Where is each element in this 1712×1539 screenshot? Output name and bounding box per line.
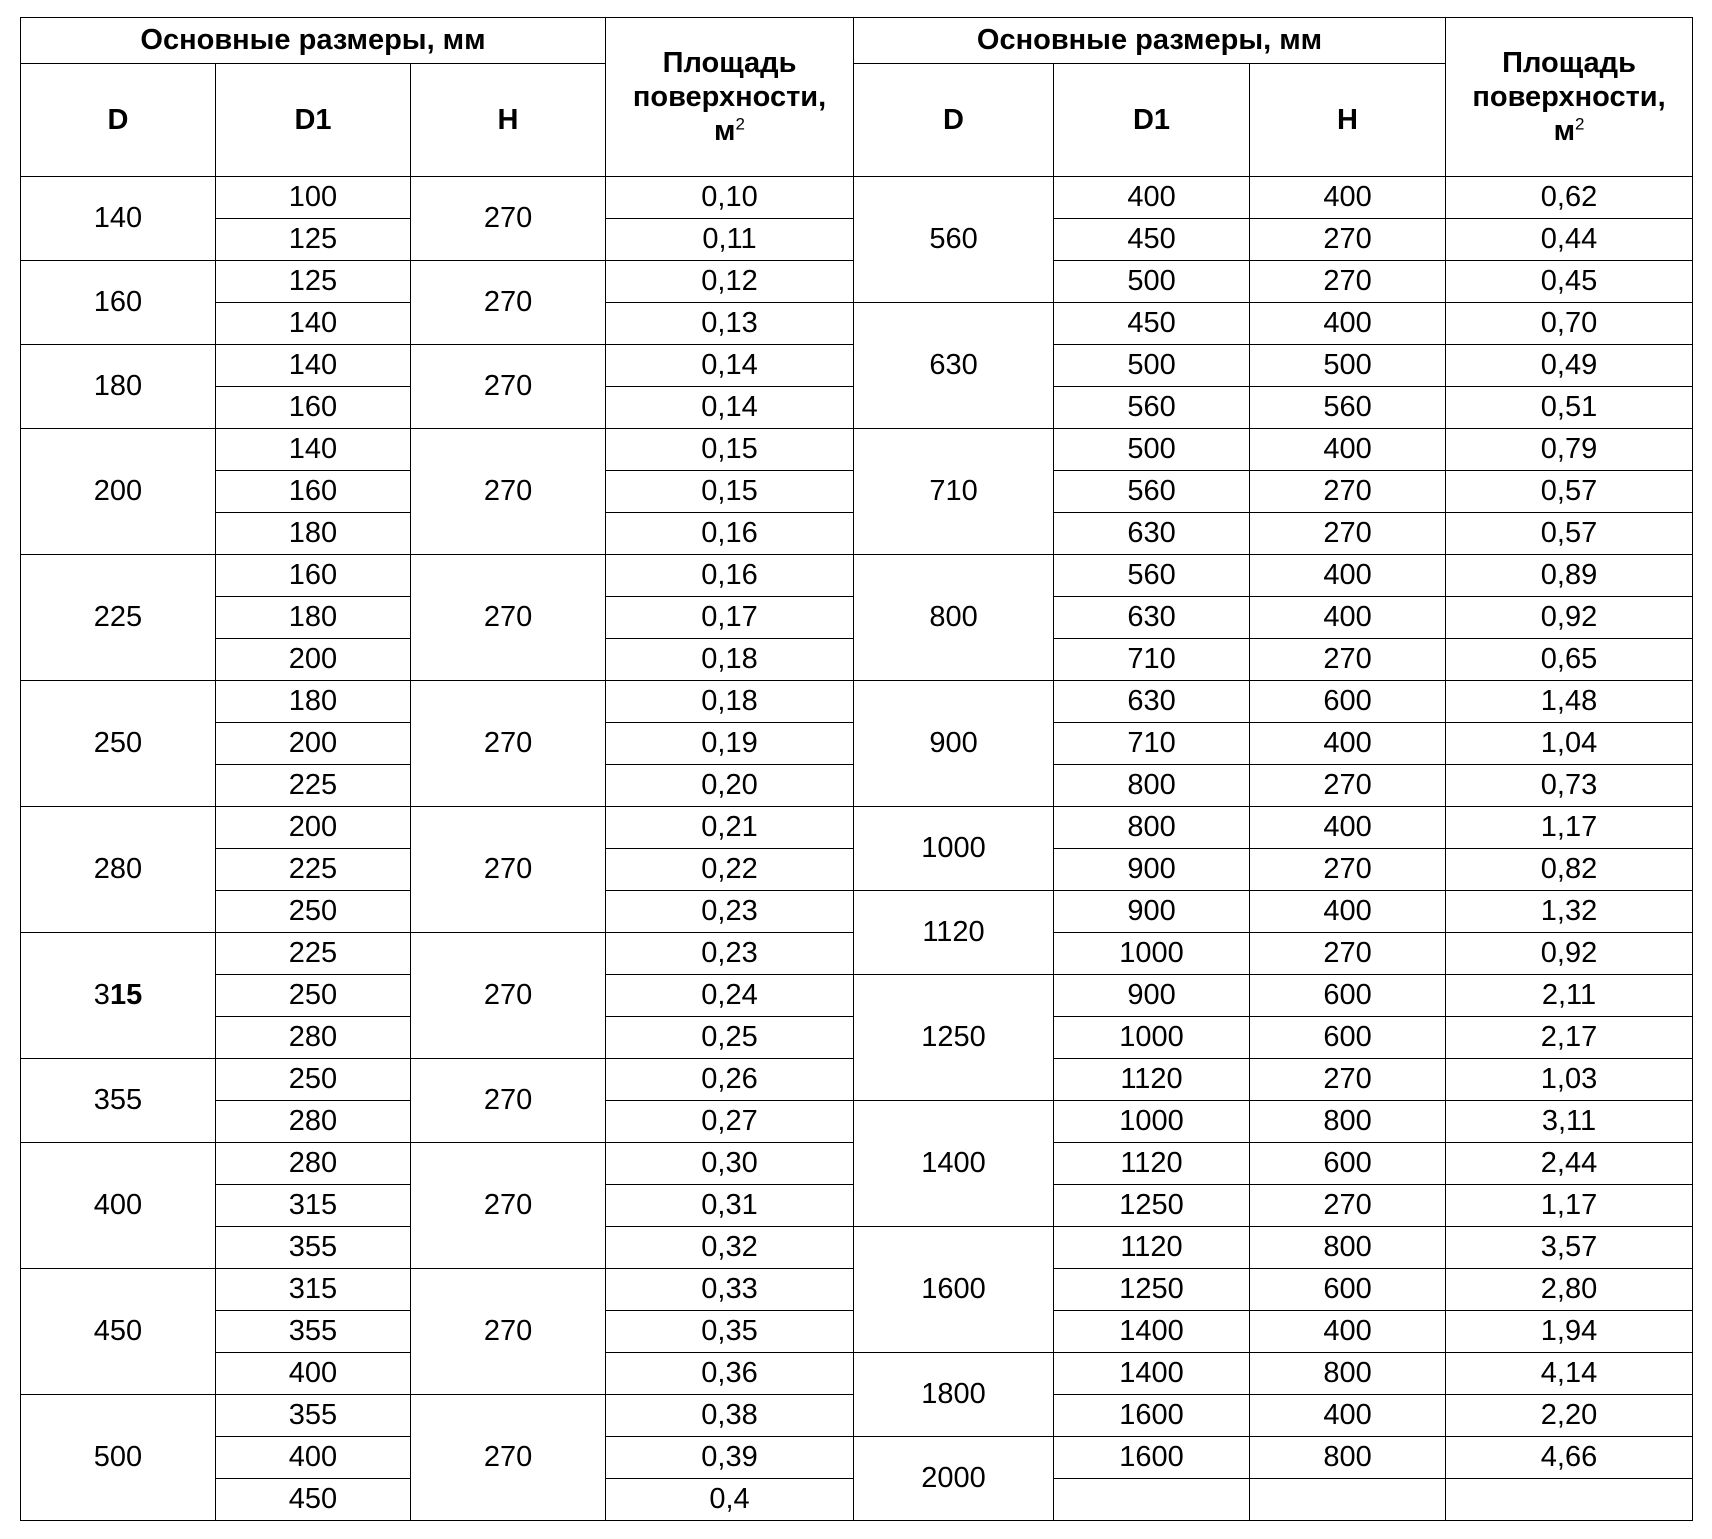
- left-d1-cell: 250: [216, 891, 411, 933]
- area-header-unit-sup: 2: [1575, 114, 1585, 134]
- right-d-cell: 2000: [854, 1437, 1054, 1521]
- right-d1-cell: 500: [1054, 345, 1250, 387]
- area-header-unit: м: [714, 115, 736, 148]
- right-d-cell: 1120: [854, 891, 1054, 975]
- left-area-cell: 0,36: [606, 1353, 854, 1395]
- left-d1-cell: 450: [216, 1479, 411, 1521]
- left-d1-cell: 400: [216, 1353, 411, 1395]
- left-d1-cell: 250: [216, 1059, 411, 1101]
- right-h-cell: 400: [1250, 891, 1446, 933]
- right-h-cell: 400: [1250, 177, 1446, 219]
- right-h-cell: 400: [1250, 303, 1446, 345]
- right-area-cell: 2,17: [1446, 1017, 1693, 1059]
- right-h-cell: 400: [1250, 723, 1446, 765]
- left-area-cell: 0,15: [606, 429, 854, 471]
- right-d1-cell: 630: [1054, 597, 1250, 639]
- left-area-cell: 0,21: [606, 807, 854, 849]
- right-col-h-header: H: [1250, 64, 1446, 177]
- left-d1-cell: 355: [216, 1227, 411, 1269]
- right-h-cell: 270: [1250, 849, 1446, 891]
- left-h-cell: 270: [411, 933, 606, 1059]
- right-d1-cell: 1120: [1054, 1227, 1250, 1269]
- right-area-cell: 4,14: [1446, 1353, 1693, 1395]
- left-area-cell: 0,22: [606, 849, 854, 891]
- left-h-cell: 270: [411, 1059, 606, 1143]
- right-h-cell: 600: [1250, 1017, 1446, 1059]
- right-d1-cell: 630: [1054, 513, 1250, 555]
- left-d-cell: 250: [21, 681, 216, 807]
- left-d-cell: 225: [21, 555, 216, 681]
- right-d-cell: 800: [854, 555, 1054, 681]
- left-d1-cell: 160: [216, 555, 411, 597]
- right-area-cell: 0,70: [1446, 303, 1693, 345]
- left-d1-cell: 140: [216, 429, 411, 471]
- left-d1-cell: 180: [216, 681, 411, 723]
- left-area-cell: 0,18: [606, 639, 854, 681]
- right-area-cell: 0,92: [1446, 597, 1693, 639]
- left-d1-cell: 225: [216, 765, 411, 807]
- right-area-cell: 0,62: [1446, 177, 1693, 219]
- left-d1-cell: 140: [216, 345, 411, 387]
- left-h-cell: 270: [411, 681, 606, 807]
- area-header-line1: Площадь: [1502, 46, 1636, 79]
- left-area-cell: 0,17: [606, 597, 854, 639]
- left-h-cell: 270: [411, 1143, 606, 1269]
- left-h-cell: 270: [411, 177, 606, 261]
- left-d1-cell: 180: [216, 597, 411, 639]
- left-d1-cell: 180: [216, 513, 411, 555]
- right-h-cell: 600: [1250, 1269, 1446, 1311]
- right-d1-cell: 1600: [1054, 1437, 1250, 1479]
- right-d1-cell: 1600: [1054, 1395, 1250, 1437]
- left-area-cell: 0,38: [606, 1395, 854, 1437]
- right-d1-cell: 500: [1054, 429, 1250, 471]
- right-d-cell: 710: [854, 429, 1054, 555]
- right-d1-cell: 900: [1054, 975, 1250, 1017]
- left-h-cell: 270: [411, 555, 606, 681]
- right-h-cell: 270: [1250, 639, 1446, 681]
- left-h-cell: 270: [411, 807, 606, 933]
- left-d-bold: 15: [109, 979, 143, 1011]
- left-area-cell: 0,39: [606, 1437, 854, 1479]
- right-h-cell: 400: [1250, 807, 1446, 849]
- right-d1-cell: [1054, 1479, 1250, 1521]
- area-header-unit-sup: 2: [735, 114, 745, 134]
- left-area-cell: 0,20: [606, 765, 854, 807]
- right-area-cell: 1,48: [1446, 681, 1693, 723]
- right-col-d-header: D: [854, 64, 1054, 177]
- right-h-cell: 500: [1250, 345, 1446, 387]
- right-d1-cell: 450: [1054, 303, 1250, 345]
- right-h-cell: 270: [1250, 1059, 1446, 1101]
- right-h-cell: 800: [1250, 1101, 1446, 1143]
- right-area-cell: 0,57: [1446, 513, 1693, 555]
- right-d-cell: 630: [854, 303, 1054, 429]
- left-d1-cell: 355: [216, 1395, 411, 1437]
- right-area-cell: 2,80: [1446, 1269, 1693, 1311]
- right-d-cell: 1250: [854, 975, 1054, 1101]
- right-area-cell: 1,17: [1446, 1185, 1693, 1227]
- left-area-cell: 0,14: [606, 345, 854, 387]
- left-area-cell: 0,27: [606, 1101, 854, 1143]
- right-d1-cell: 900: [1054, 891, 1250, 933]
- left-d1-cell: 250: [216, 975, 411, 1017]
- left-area-cell: 0,4: [606, 1479, 854, 1521]
- left-h-cell: 270: [411, 429, 606, 555]
- left-d1-cell: 225: [216, 933, 411, 975]
- table-row: [21, 429, 1693, 471]
- left-h-cell: 270: [411, 261, 606, 345]
- left-d1-cell: 280: [216, 1017, 411, 1059]
- left-area-cell: 0,32: [606, 1227, 854, 1269]
- area-header-unit: м: [1553, 115, 1576, 148]
- right-d1-cell: 560: [1054, 555, 1250, 597]
- right-d1-cell: 710: [1054, 723, 1250, 765]
- left-d-cell: 160: [21, 261, 216, 345]
- right-d1-cell: 1400: [1054, 1311, 1250, 1353]
- left-area-cell: 0,30: [606, 1143, 854, 1185]
- left-d-cell: 450: [21, 1269, 216, 1395]
- left-d-prefix: 3: [93, 979, 110, 1011]
- table-row: [21, 1227, 1693, 1269]
- left-d1-cell: 200: [216, 723, 411, 765]
- left-d1-cell: 200: [216, 639, 411, 681]
- left-area-cell: 0,33: [606, 1269, 854, 1311]
- right-h-cell: 270: [1250, 1185, 1446, 1227]
- right-d1-cell: 1250: [1054, 1269, 1250, 1311]
- left-d1-cell: 315: [216, 1185, 411, 1227]
- left-area-cell: 0,14: [606, 387, 854, 429]
- right-h-cell: [1250, 1479, 1446, 1521]
- left-area-cell: 0,16: [606, 555, 854, 597]
- right-h-cell: 600: [1250, 975, 1446, 1017]
- right-h-cell: 560: [1250, 387, 1446, 429]
- right-d1-cell: 1000: [1054, 933, 1250, 975]
- left-h-cell: 270: [411, 345, 606, 429]
- right-h-cell: 270: [1250, 471, 1446, 513]
- left-area-cell: 0,15: [606, 471, 854, 513]
- right-group-header: Основные размеры, мм: [854, 18, 1446, 64]
- right-area-cell: 3,11: [1446, 1101, 1693, 1143]
- left-col-d-header: D: [21, 64, 216, 177]
- left-d1-cell: 225: [216, 849, 411, 891]
- specification-sheet: [20, 17, 1692, 1520]
- right-h-cell: 400: [1250, 1311, 1446, 1353]
- table-body: [21, 177, 1693, 1521]
- right-h-cell: 270: [1250, 765, 1446, 807]
- right-area-cell: 1,03: [1446, 1059, 1693, 1101]
- left-area-cell: 0,24: [606, 975, 854, 1017]
- left-d-cell: 200: [21, 429, 216, 555]
- left-col-h-header: H: [411, 64, 606, 177]
- left-area-cell: 0,23: [606, 891, 854, 933]
- right-area-cell: 1,32: [1446, 891, 1693, 933]
- right-d1-cell: 1120: [1054, 1143, 1250, 1185]
- right-d1-cell: 710: [1054, 639, 1250, 681]
- left-d-cell: 400: [21, 1143, 216, 1269]
- right-area-cell: 0,65: [1446, 639, 1693, 681]
- right-area-cell: 2,11: [1446, 975, 1693, 1017]
- area-header-line1: Площадь: [662, 46, 797, 79]
- header-row-top: [21, 18, 1693, 64]
- left-area-cell: 0,31: [606, 1185, 854, 1227]
- right-d1-cell: 630: [1054, 681, 1250, 723]
- table-row: [21, 1101, 1693, 1143]
- right-h-cell: 400: [1250, 429, 1446, 471]
- left-d1-cell: 100: [216, 177, 411, 219]
- right-d1-cell: 1120: [1054, 1059, 1250, 1101]
- right-area-cell: 0,82: [1446, 849, 1693, 891]
- right-col-d1-header: D1: [1054, 64, 1250, 177]
- right-d1-cell: 1000: [1054, 1017, 1250, 1059]
- left-d1-cell: 355: [216, 1311, 411, 1353]
- left-h-cell: 270: [411, 1269, 606, 1395]
- table-row: [21, 891, 1693, 933]
- left-col-d1-header: D1: [216, 64, 411, 177]
- left-d1-cell: 200: [216, 807, 411, 849]
- right-d1-cell: 800: [1054, 765, 1250, 807]
- left-area-cell: 0,13: [606, 303, 854, 345]
- table-row: [21, 1353, 1693, 1395]
- right-area-cell: 0,79: [1446, 429, 1693, 471]
- left-area-cell: 0,10: [606, 177, 854, 219]
- right-h-cell: 270: [1250, 261, 1446, 303]
- left-d-cell: 140: [21, 177, 216, 261]
- right-d1-cell: 1250: [1054, 1185, 1250, 1227]
- right-area-cell: 0,49: [1446, 345, 1693, 387]
- right-h-cell: 270: [1250, 513, 1446, 555]
- left-area-cell: 0,19: [606, 723, 854, 765]
- right-d1-cell: 560: [1054, 471, 1250, 513]
- right-d1-cell: 450: [1054, 219, 1250, 261]
- right-h-cell: 600: [1250, 1143, 1446, 1185]
- right-area-cell: 0,73: [1446, 765, 1693, 807]
- right-area-cell: 0,51: [1446, 387, 1693, 429]
- left-d-cell: 355: [21, 1059, 216, 1143]
- left-area-cell: 0,11: [606, 219, 854, 261]
- right-d1-cell: 1000: [1054, 1101, 1250, 1143]
- right-d1-cell: 900: [1054, 849, 1250, 891]
- right-d-cell: 900: [854, 681, 1054, 807]
- left-area-cell: 0,16: [606, 513, 854, 555]
- right-h-cell: 400: [1250, 1395, 1446, 1437]
- right-d-cell: 560: [854, 177, 1054, 303]
- left-d1-cell: 140: [216, 303, 411, 345]
- table-row: [21, 681, 1693, 723]
- right-area-cell: 1,04: [1446, 723, 1693, 765]
- left-d-cell: [21, 933, 216, 1059]
- right-d1-cell: 400: [1054, 177, 1250, 219]
- right-d1-cell: 800: [1054, 807, 1250, 849]
- right-area-cell: 0,89: [1446, 555, 1693, 597]
- dimensions-table: [20, 17, 1693, 1521]
- left-d-cell: 500: [21, 1395, 216, 1521]
- left-area-header: [606, 18, 854, 177]
- area-header-line2: поверхности,: [632, 80, 827, 113]
- right-area-cell: 2,20: [1446, 1395, 1693, 1437]
- right-d-cell: 1000: [854, 807, 1054, 891]
- table-row: [21, 807, 1693, 849]
- right-h-cell: 800: [1250, 1353, 1446, 1395]
- right-area-cell: [1446, 1479, 1693, 1521]
- right-h-cell: 600: [1250, 681, 1446, 723]
- right-h-cell: 270: [1250, 219, 1446, 261]
- left-area-cell: 0,35: [606, 1311, 854, 1353]
- right-area-cell: 0,44: [1446, 219, 1693, 261]
- right-area-cell: 4,66: [1446, 1437, 1693, 1479]
- left-area-cell: 0,12: [606, 261, 854, 303]
- left-d1-cell: 400: [216, 1437, 411, 1479]
- right-area-cell: 0,57: [1446, 471, 1693, 513]
- left-d1-cell: 160: [216, 471, 411, 513]
- left-d1-cell: 315: [216, 1269, 411, 1311]
- table-row: [21, 555, 1693, 597]
- header-row-columns: [21, 64, 1693, 177]
- left-group-header: Основные размеры, мм: [21, 18, 606, 64]
- right-h-cell: 270: [1250, 933, 1446, 975]
- right-area-cell: 1,17: [1446, 807, 1693, 849]
- right-h-cell: 800: [1250, 1227, 1446, 1269]
- right-area-cell: 1,94: [1446, 1311, 1693, 1353]
- left-area-cell: 0,25: [606, 1017, 854, 1059]
- right-h-cell: 800: [1250, 1437, 1446, 1479]
- right-d-cell: 1400: [854, 1101, 1054, 1227]
- left-d1-cell: 280: [216, 1143, 411, 1185]
- right-d1-cell: 500: [1054, 261, 1250, 303]
- right-d-cell: 1600: [854, 1227, 1054, 1353]
- left-d1-cell: 125: [216, 219, 411, 261]
- left-d1-cell: 160: [216, 387, 411, 429]
- right-d-cell: 1800: [854, 1353, 1054, 1437]
- table-row: [21, 177, 1693, 219]
- left-d-cell: 180: [21, 345, 216, 429]
- right-d1-cell: 560: [1054, 387, 1250, 429]
- area-header-line2: поверхности,: [1472, 80, 1666, 113]
- right-area-header: [1446, 18, 1693, 177]
- right-h-cell: 400: [1250, 555, 1446, 597]
- left-d1-cell: 125: [216, 261, 411, 303]
- right-area-cell: 2,44: [1446, 1143, 1693, 1185]
- left-d-cell: 280: [21, 807, 216, 933]
- left-area-cell: 0,23: [606, 933, 854, 975]
- right-area-cell: 0,92: [1446, 933, 1693, 975]
- table-row: [21, 303, 1693, 345]
- right-h-cell: 400: [1250, 597, 1446, 639]
- table-row: [21, 1437, 1693, 1479]
- right-area-cell: 0,45: [1446, 261, 1693, 303]
- left-d1-cell: 280: [216, 1101, 411, 1143]
- right-area-cell: 3,57: [1446, 1227, 1693, 1269]
- left-area-cell: 0,26: [606, 1059, 854, 1101]
- right-d1-cell: 1400: [1054, 1353, 1250, 1395]
- left-area-cell: 0,18: [606, 681, 854, 723]
- left-h-cell: 270: [411, 1395, 606, 1521]
- table-row: [21, 975, 1693, 1017]
